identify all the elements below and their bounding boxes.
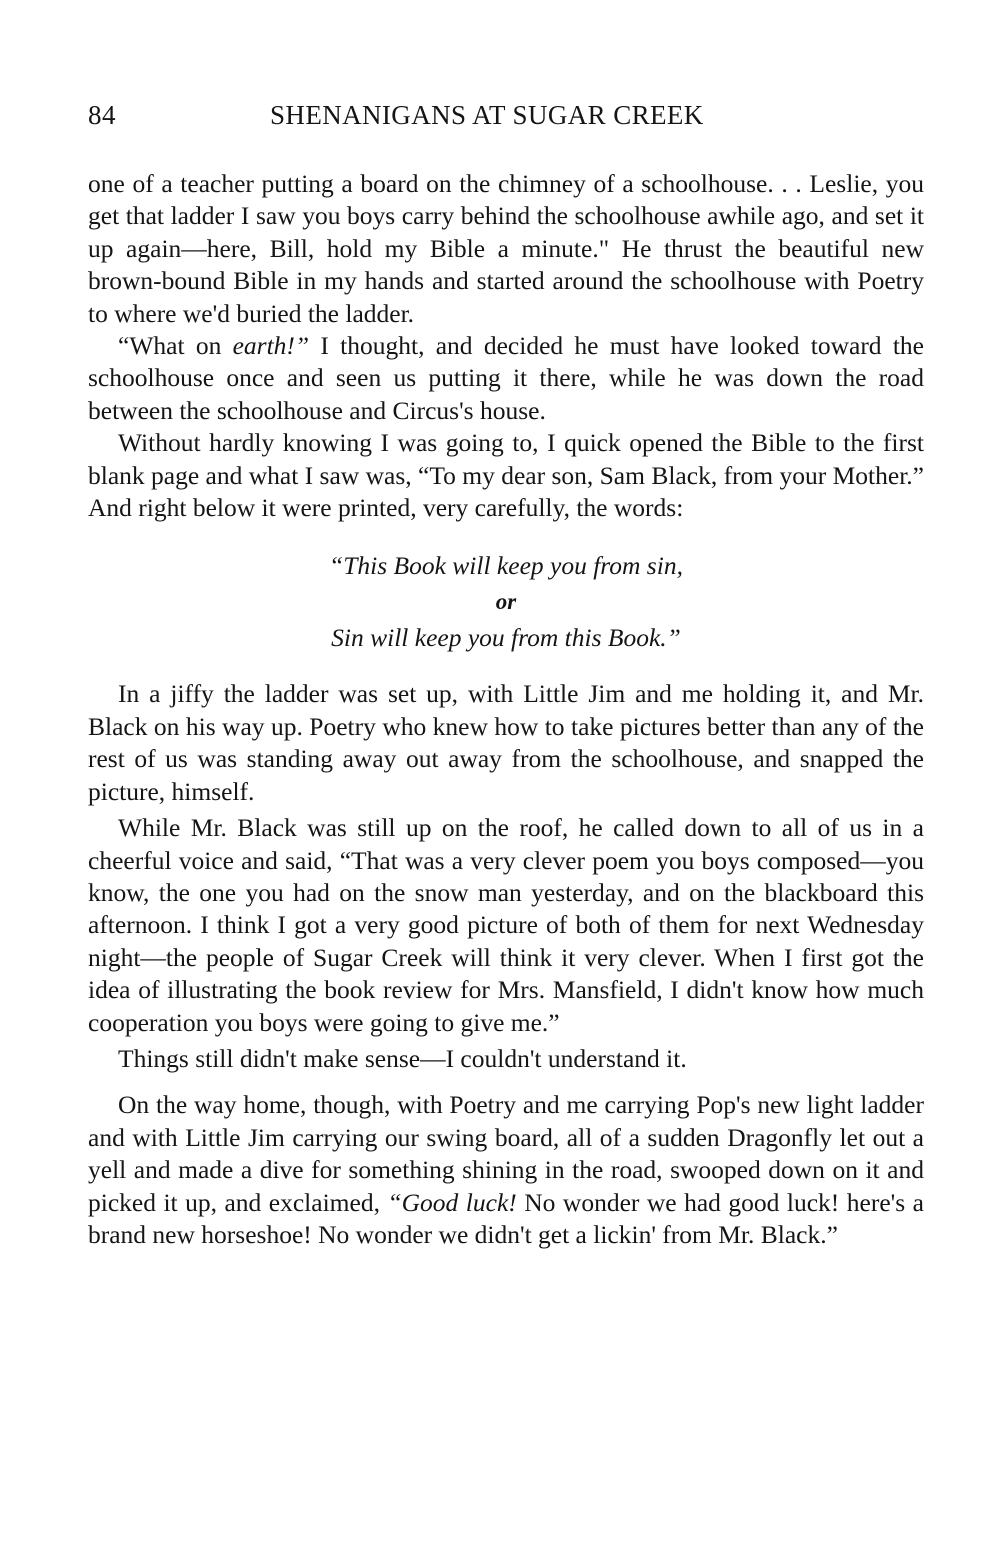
paragraph-1: one of a teacher putting a board on the chimney of a schoolhouse. . . Leslie, you get that ladder I saw you boys carry behind the schoolhouse awhile ago, and set it up again—here, Bill, hold my Bible a minute." He thrust the beautiful new brown-bound Bible in my hands and started around the schoolhouse with Poetry to where we'd buried the ladder. bbox=[88, 169, 924, 328]
paragraph-3: Without hardly knowing I was going to, I quick opened the Bible to the first blank page and what I saw was, “To my dear son, Sam Black, from your Mother.” And right below it were printed, very carefully, the words: bbox=[88, 428, 924, 523]
poem-line-1: “This Book will keep you from sin, bbox=[329, 551, 683, 581]
paragraph-6: Things still didn't make sense—I couldn't understand it. bbox=[118, 1043, 687, 1073]
paragraph-7-start: On the way home, though, with Poetry and me carrying Pop's new light ladder and with Little Jim carrying our swing board, all of a sudden Dragonfly let out a yell and made a dive for something shining in the road, swooped down on it and picked it up, and exclaimed, bbox=[88, 1090, 924, 1217]
inscription-poem bbox=[88, 548, 924, 656]
paragraph-5: While Mr. Black was still up on the roof, he called down to all of us in a cheerful voice and said, “That was a very clever poem you boys composed—you know, the one you had on the snow man yesterday, and on the blackboard this afternoon. I think I got a very good picture of both of them for next Wednesday night—the people of Sugar Creek will think it very clever. When I first got the idea of illustrating the book review for Mrs. Mansfield, I didn't know how much cooperation you boys were going to give me.” bbox=[88, 813, 924, 1037]
body-text bbox=[88, 168, 924, 1251]
paragraph-2-emphasis: earth!” bbox=[232, 331, 310, 361]
page-header bbox=[88, 100, 748, 136]
paragraph-2-end: I thought, and decided he must have looked toward the schoolhouse once and seen us putting it there, while he was down the road between the schoolhouse and Circus's house. bbox=[88, 331, 924, 425]
running-title: SHENANIGANS AT SUGAR CREEK bbox=[270, 100, 704, 130]
poem-line-3: Sin will keep you from this Book.” bbox=[331, 623, 681, 653]
paragraph-7-emphasis: “Good luck! bbox=[387, 1187, 517, 1217]
poem-line-2: or bbox=[495, 589, 517, 615]
page-number: 84 bbox=[88, 100, 116, 130]
paragraph-4: In a jiffy the ladder was set up, with Little Jim and me holding it, and Mr. Black on his way up. Poetry who knew how to take pictures better than any of the rest of us was standing away out away from the schoolhouse, and snapped the picture, himself. bbox=[88, 679, 924, 806]
paragraph-7-end: No wonder we had good luck! here's a brand new horseshoe! No wonder we didn't get a lickin' from Mr. Black.” bbox=[88, 1187, 924, 1249]
paragraph-2-start: “What on bbox=[118, 331, 233, 361]
paragraph-2 bbox=[88, 330, 924, 427]
paragraph-7 bbox=[88, 1089, 924, 1251]
